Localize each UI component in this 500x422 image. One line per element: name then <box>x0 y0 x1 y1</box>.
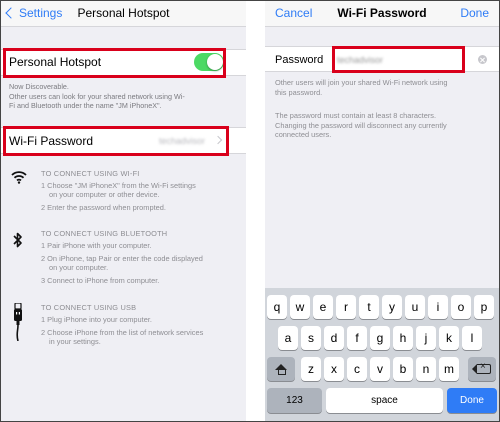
page-title: Wi-Fi Password <box>337 6 427 20</box>
note-line: Fi and Bluetooth under the name "JM iPhoneX". <box>9 101 162 110</box>
note-line: Now Discoverable. <box>9 82 69 91</box>
bluetooth-heading: TO CONNECT USING BLUETOOTH <box>41 229 168 238</box>
page-title: Personal Hotspot <box>77 6 170 20</box>
key-n[interactable]: n <box>416 357 436 381</box>
wifi-password-screen <box>265 1 499 421</box>
wifi-heading: TO CONNECT USING WI-FI <box>41 169 140 178</box>
cancel-button[interactable]: Cancel <box>275 6 313 20</box>
usb-cable-icon <box>12 303 24 341</box>
usb-step: 1 Plug iPhone into your computer. <box>41 315 152 324</box>
key-x[interactable]: x <box>324 357 344 381</box>
key-k[interactable]: k <box>439 326 459 350</box>
space-key[interactable]: space <box>326 388 443 413</box>
backspace-icon <box>477 364 491 374</box>
key-l[interactable]: l <box>462 326 482 350</box>
key-e[interactable]: e <box>313 295 333 319</box>
done-button[interactable]: Done <box>460 6 489 20</box>
wifi-icon <box>11 170 27 184</box>
highlight-box-password <box>332 46 465 73</box>
bluetooth-step: 3 Connect to iPhone from computer. <box>41 276 160 285</box>
note-line: Other users can look for your shared network using Wi- <box>9 91 185 101</box>
key-i[interactable]: i <box>428 295 448 319</box>
nav-bar <box>1 1 246 27</box>
key-t[interactable]: t <box>359 295 379 319</box>
note-line: this password. <box>275 87 323 97</box>
shift-key[interactable] <box>267 357 295 381</box>
bluetooth-step: on your computer. <box>49 263 109 272</box>
wifi-step: 2 Enter the password when prompted. <box>41 203 166 212</box>
highlight-box-hotspot <box>3 48 226 78</box>
usb-step: 2 Choose iPhone from the list of network services <box>41 328 204 337</box>
keyboard <box>265 288 499 421</box>
wifi-step: on your computer or other device. <box>49 190 160 199</box>
key-w[interactable]: w <box>290 295 310 319</box>
key-y[interactable]: y <box>382 295 402 319</box>
password-label: Password <box>275 54 324 66</box>
note-line: The password must contain at least 8 characters. <box>275 111 437 120</box>
wifi-password-label: Wi-Fi Password <box>9 134 94 148</box>
wifi-step: 1 Choose "JM iPhoneX" from the Wi-Fi settings <box>41 181 196 190</box>
keyboard-done-key[interactable]: Done <box>447 388 497 413</box>
key-p[interactable]: p <box>474 295 494 319</box>
hotspot-settings-screen <box>1 1 246 421</box>
key-h[interactable]: h <box>393 326 413 350</box>
key-g[interactable]: g <box>370 326 390 350</box>
key-b[interactable]: b <box>393 357 413 381</box>
bluetooth-step: 2 On iPhone, tap Pair or enter the code displayed <box>41 254 203 263</box>
clear-icon[interactable] <box>478 55 487 64</box>
key-s[interactable]: s <box>301 326 321 350</box>
note-line: Other users will join your shared Wi-Fi network using <box>275 78 448 87</box>
usb-heading: TO CONNECT USING USB <box>41 303 137 312</box>
key-a[interactable]: a <box>278 326 298 350</box>
key-j[interactable]: j <box>416 326 436 350</box>
key-o[interactable]: o <box>451 295 471 319</box>
key-u[interactable]: u <box>405 295 425 319</box>
password-rules-note <box>275 111 491 140</box>
bluetooth-icon <box>13 231 23 249</box>
usb-step: in your settings. <box>49 337 101 346</box>
key-z[interactable]: z <box>301 357 321 381</box>
key-q[interactable]: q <box>267 295 287 319</box>
highlight-box-wifi-password <box>3 126 229 156</box>
key-v[interactable]: v <box>370 357 390 381</box>
numbers-key[interactable]: 123 <box>267 388 322 413</box>
personal-hotspot-label: Personal Hotspot <box>9 55 102 69</box>
hotspot-note <box>9 82 185 111</box>
key-r[interactable]: r <box>336 295 356 319</box>
password-note <box>275 78 491 97</box>
backspace-key[interactable] <box>468 357 496 381</box>
key-m[interactable]: m <box>439 357 459 381</box>
note-line: Changing the password will disconnect any currently <box>275 120 447 130</box>
bluetooth-step: 1 Pair iPhone with your computer. <box>41 241 152 250</box>
note-line: connected users. <box>275 130 332 139</box>
nav-bar <box>265 1 499 27</box>
key-d[interactable]: d <box>324 326 344 350</box>
shift-icon <box>275 364 287 370</box>
back-label: Settings <box>19 6 63 20</box>
wifi-password-value: techadvisor <box>159 136 206 146</box>
key-f[interactable]: f <box>347 326 367 350</box>
key-c[interactable]: c <box>347 357 367 381</box>
